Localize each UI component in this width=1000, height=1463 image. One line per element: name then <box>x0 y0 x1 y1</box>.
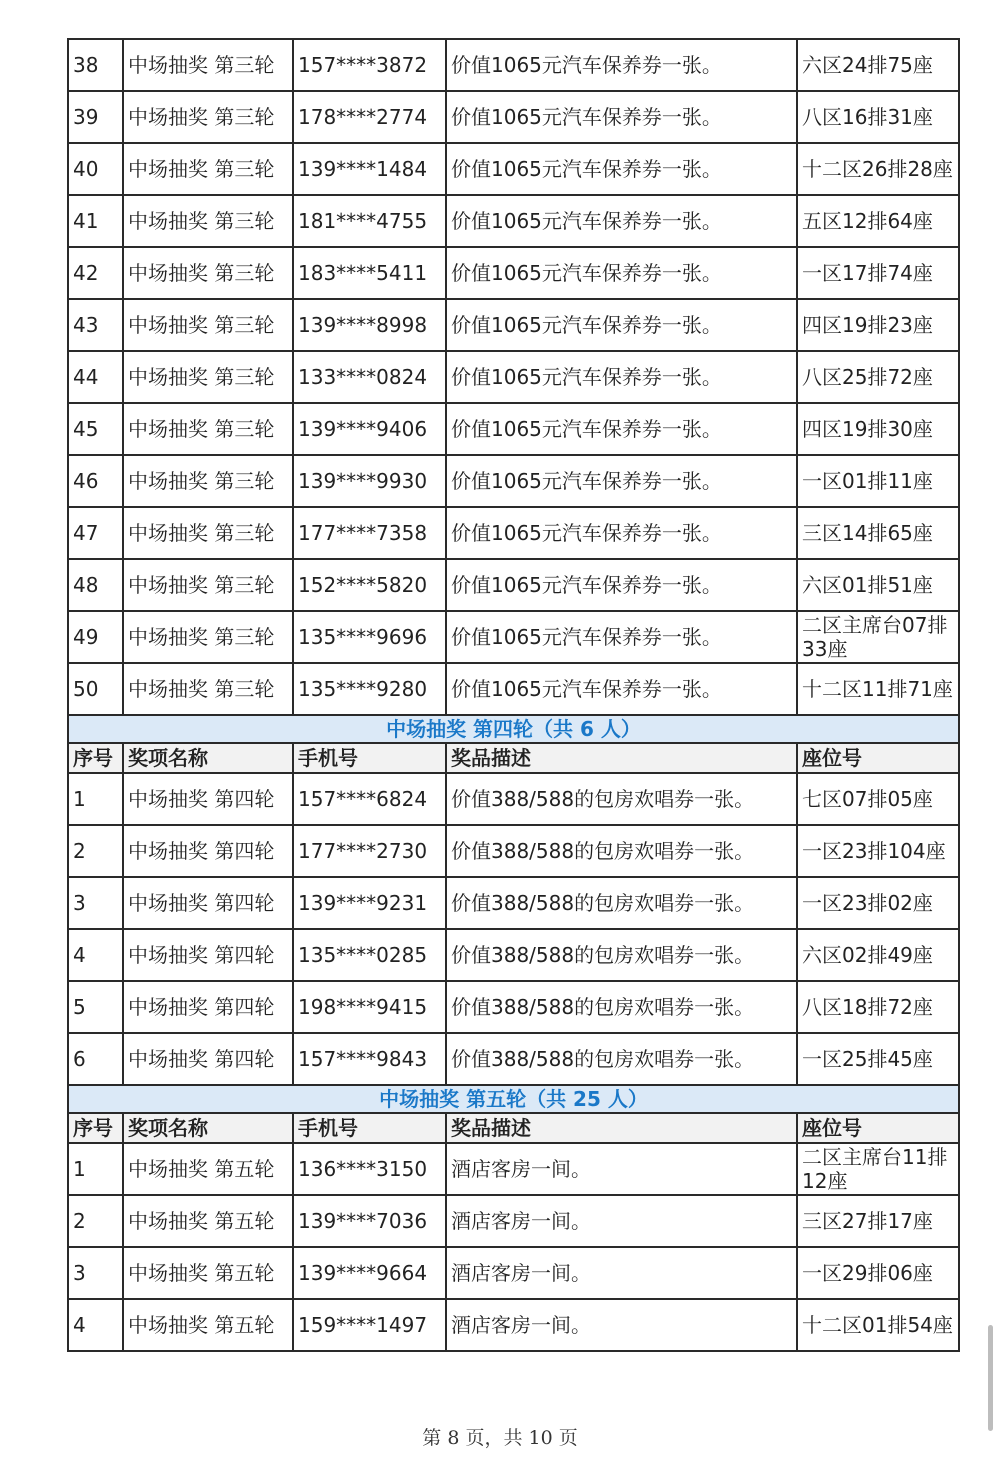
cell-prize: 价值1065元汽车保养券一张。 <box>446 91 797 143</box>
cell-name: 中场抽奖 第四轮 <box>123 929 293 981</box>
cell-prize: 价值1065元汽车保养券一张。 <box>446 195 797 247</box>
cell-seat: 六区24排75座 <box>797 39 959 91</box>
table-row <box>68 247 959 299</box>
cell-seat: 八区16排31座 <box>797 91 959 143</box>
cell-no: 39 <box>68 91 123 143</box>
column-header-row <box>68 743 959 773</box>
cell-no: 41 <box>68 195 123 247</box>
winners-table <box>67 38 960 1352</box>
table-row <box>68 1143 959 1195</box>
cell-prize: 价值1065元汽车保养券一张。 <box>446 143 797 195</box>
cell-seat: 七区07排05座 <box>797 773 959 825</box>
cell-no: 44 <box>68 351 123 403</box>
cell-seat: 四区19排30座 <box>797 403 959 455</box>
table-row <box>68 91 959 143</box>
cell-seat: 三区27排17座 <box>797 1195 959 1247</box>
cell-no: 4 <box>68 1299 123 1351</box>
column-header-seat: 座位号 <box>797 743 959 773</box>
cell-phone: 139****9231 <box>293 877 446 929</box>
cell-phone: 198****9415 <box>293 981 446 1033</box>
cell-phone: 177****7358 <box>293 507 446 559</box>
cell-phone: 135****9280 <box>293 663 446 715</box>
cell-seat: 五区12排64座 <box>797 195 959 247</box>
cell-name: 中场抽奖 第五轮 <box>123 1195 293 1247</box>
table-row <box>68 1033 959 1085</box>
cell-name: 中场抽奖 第五轮 <box>123 1143 293 1195</box>
section-title: 中场抽奖 第四轮（共 6 人） <box>68 715 959 743</box>
table-row <box>68 877 959 929</box>
table-row <box>68 351 959 403</box>
cell-name: 中场抽奖 第三轮 <box>123 39 293 91</box>
cell-phone: 157****3872 <box>293 39 446 91</box>
cell-name: 中场抽奖 第四轮 <box>123 981 293 1033</box>
cell-no: 5 <box>68 981 123 1033</box>
cell-phone: 139****9406 <box>293 403 446 455</box>
cell-prize: 价值388/588的包房欢唱券一张。 <box>446 929 797 981</box>
cell-prize: 价值1065元汽车保养券一张。 <box>446 663 797 715</box>
table-row <box>68 507 959 559</box>
cell-name: 中场抽奖 第三轮 <box>123 403 293 455</box>
cell-name: 中场抽奖 第三轮 <box>123 663 293 715</box>
table-row <box>68 143 959 195</box>
column-header-no: 序号 <box>68 1113 123 1143</box>
cell-prize: 价值388/588的包房欢唱券一张。 <box>446 981 797 1033</box>
column-header-name: 奖项名称 <box>123 743 293 773</box>
column-header-phone: 手机号 <box>293 1113 446 1143</box>
cell-no: 48 <box>68 559 123 611</box>
cell-name: 中场抽奖 第四轮 <box>123 825 293 877</box>
cell-prize: 价值1065元汽车保养券一张。 <box>446 39 797 91</box>
cell-prize: 价值1065元汽车保养券一张。 <box>446 507 797 559</box>
cell-prize: 价值1065元汽车保养券一张。 <box>446 299 797 351</box>
cell-seat: 一区17排74座 <box>797 247 959 299</box>
cell-phone: 157****9843 <box>293 1033 446 1085</box>
scrollbar-thumb[interactable] <box>988 1325 993 1431</box>
cell-no: 3 <box>68 877 123 929</box>
cell-name: 中场抽奖 第三轮 <box>123 91 293 143</box>
cell-phone: 135****9696 <box>293 611 446 663</box>
table-row <box>68 1299 959 1351</box>
cell-prize: 价值388/588的包房欢唱券一张。 <box>446 1033 797 1085</box>
cell-name: 中场抽奖 第四轮 <box>123 773 293 825</box>
cell-phone: 136****3150 <box>293 1143 446 1195</box>
cell-no: 6 <box>68 1033 123 1085</box>
cell-phone: 178****2774 <box>293 91 446 143</box>
cell-no: 43 <box>68 299 123 351</box>
cell-no: 2 <box>68 825 123 877</box>
cell-name: 中场抽奖 第三轮 <box>123 195 293 247</box>
section-title: 中场抽奖 第五轮（共 25 人） <box>68 1085 959 1113</box>
cell-seat: 十二区11排71座 <box>797 663 959 715</box>
cell-no: 50 <box>68 663 123 715</box>
cell-no: 38 <box>68 39 123 91</box>
cell-name: 中场抽奖 第三轮 <box>123 143 293 195</box>
table-row <box>68 1195 959 1247</box>
cell-phone: 139****7036 <box>293 1195 446 1247</box>
cell-name: 中场抽奖 第四轮 <box>123 1033 293 1085</box>
cell-name: 中场抽奖 第三轮 <box>123 559 293 611</box>
cell-name: 中场抽奖 第三轮 <box>123 611 293 663</box>
column-header-no: 序号 <box>68 743 123 773</box>
cell-seat: 八区25排72座 <box>797 351 959 403</box>
cell-phone: 181****4755 <box>293 195 446 247</box>
cell-seat: 六区02排49座 <box>797 929 959 981</box>
cell-no: 47 <box>68 507 123 559</box>
cell-phone: 139****9664 <box>293 1247 446 1299</box>
cell-prize: 价值388/588的包房欢唱券一张。 <box>446 877 797 929</box>
cell-phone: 139****9930 <box>293 455 446 507</box>
table-row <box>68 403 959 455</box>
cell-prize: 价值1065元汽车保养券一张。 <box>446 351 797 403</box>
cell-prize: 酒店客房一间。 <box>446 1247 797 1299</box>
cell-name: 中场抽奖 第四轮 <box>123 877 293 929</box>
cell-prize: 价值1065元汽车保养券一张。 <box>446 403 797 455</box>
table-row <box>68 611 959 663</box>
cell-seat: 十二区01排54座 <box>797 1299 959 1351</box>
cell-seat: 十二区26排28座 <box>797 143 959 195</box>
table-row <box>68 663 959 715</box>
cell-phone: 177****2730 <box>293 825 446 877</box>
cell-phone: 159****1497 <box>293 1299 446 1351</box>
cell-prize: 价值388/588的包房欢唱券一张。 <box>446 773 797 825</box>
cell-name: 中场抽奖 第三轮 <box>123 351 293 403</box>
table-row <box>68 195 959 247</box>
cell-prize: 价值1065元汽车保养券一张。 <box>446 455 797 507</box>
table-row <box>68 455 959 507</box>
cell-seat: 六区01排51座 <box>797 559 959 611</box>
column-header-name: 奖项名称 <box>123 1113 293 1143</box>
section-title-row <box>68 1085 959 1113</box>
cell-seat: 一区29排06座 <box>797 1247 959 1299</box>
cell-no: 42 <box>68 247 123 299</box>
cell-prize: 价值1065元汽车保养券一张。 <box>446 611 797 663</box>
column-header-prize: 奖品描述 <box>446 1113 797 1143</box>
cell-no: 40 <box>68 143 123 195</box>
table-row <box>68 981 959 1033</box>
cell-name: 中场抽奖 第三轮 <box>123 247 293 299</box>
cell-prize: 酒店客房一间。 <box>446 1299 797 1351</box>
table-row <box>68 1247 959 1299</box>
cell-no: 49 <box>68 611 123 663</box>
cell-no: 3 <box>68 1247 123 1299</box>
cell-name: 中场抽奖 第三轮 <box>123 455 293 507</box>
cell-no: 2 <box>68 1195 123 1247</box>
cell-seat: 二区主席台07排33座 <box>797 611 959 663</box>
column-header-prize: 奖品描述 <box>446 743 797 773</box>
table-row <box>68 299 959 351</box>
cell-seat: 四区19排23座 <box>797 299 959 351</box>
cell-no: 4 <box>68 929 123 981</box>
cell-seat: 八区18排72座 <box>797 981 959 1033</box>
cell-no: 46 <box>68 455 123 507</box>
cell-prize: 价值388/588的包房欢唱券一张。 <box>446 825 797 877</box>
cell-phone: 183****5411 <box>293 247 446 299</box>
cell-seat: 三区14排65座 <box>797 507 959 559</box>
table-row <box>68 559 959 611</box>
cell-name: 中场抽奖 第三轮 <box>123 299 293 351</box>
table-row <box>68 773 959 825</box>
cell-seat: 二区主席台11排12座 <box>797 1143 959 1195</box>
cell-seat: 一区25排45座 <box>797 1033 959 1085</box>
table-row <box>68 825 959 877</box>
cell-phone: 135****0285 <box>293 929 446 981</box>
page-footer: 第 8 页，共 10 页 <box>422 1427 578 1449</box>
cell-no: 1 <box>68 773 123 825</box>
cell-no: 1 <box>68 1143 123 1195</box>
cell-seat: 一区01排11座 <box>797 455 959 507</box>
cell-phone: 139****1484 <box>293 143 446 195</box>
column-header-row <box>68 1113 959 1143</box>
cell-name: 中场抽奖 第五轮 <box>123 1247 293 1299</box>
cell-name: 中场抽奖 第三轮 <box>123 507 293 559</box>
cell-seat: 一区23排104座 <box>797 825 959 877</box>
cell-prize: 酒店客房一间。 <box>446 1195 797 1247</box>
column-header-phone: 手机号 <box>293 743 446 773</box>
cell-phone: 152****5820 <box>293 559 446 611</box>
table-row <box>68 39 959 91</box>
section-title-row <box>68 715 959 743</box>
cell-prize: 价值1065元汽车保养券一张。 <box>446 559 797 611</box>
cell-prize: 价值1065元汽车保养券一张。 <box>446 247 797 299</box>
cell-seat: 一区23排02座 <box>797 877 959 929</box>
cell-phone: 157****6824 <box>293 773 446 825</box>
cell-prize: 酒店客房一间。 <box>446 1143 797 1195</box>
cell-name: 中场抽奖 第五轮 <box>123 1299 293 1351</box>
cell-no: 45 <box>68 403 123 455</box>
cell-phone: 139****8998 <box>293 299 446 351</box>
column-header-seat: 座位号 <box>797 1113 959 1143</box>
table-row <box>68 929 959 981</box>
cell-phone: 133****0824 <box>293 351 446 403</box>
